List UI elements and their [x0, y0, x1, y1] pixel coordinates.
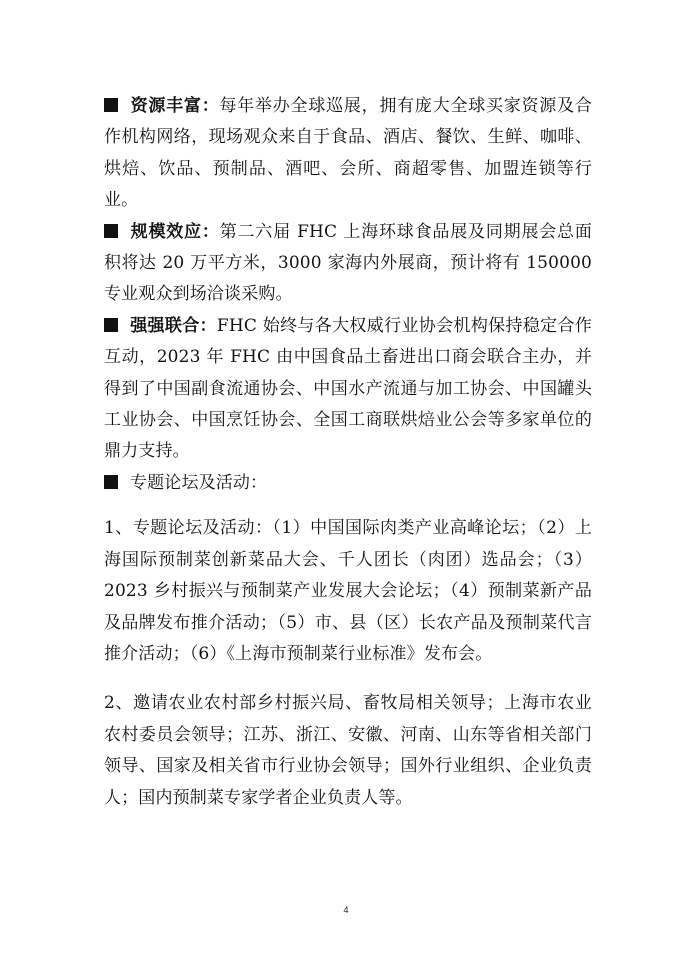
list-item: 2、邀请农业农村部乡村振兴局、畜牧局相关领导；上海市农业农村委员会领导；江苏、浙江、安徽、河南、山东等省相关部门领导、国家及相关省市行业协会领导；国外行业组织、企业负责人；国内预制菜专家学者企业负责人等。 [104, 693, 592, 808]
section-label: 规模效应： [130, 221, 220, 242]
section-forums-heading [104, 468, 592, 499]
section-alliance [104, 311, 592, 468]
section-text: FHC 始终与各大权威行业协会机构保持稳定合作互动，2023 年 FHC 由中国食品土畜进出口商会联合主办，并得到了中国副食流通协会、中国水产流通与加工协会、中国罐头工业协会、中国烹饪协会、全国工商联烘焙业公会等多家单位的鼎力支持。 [104, 315, 593, 462]
spacer [104, 670, 592, 688]
spacer [104, 499, 592, 513]
square-bullet-icon [104, 475, 118, 489]
square-bullet-icon [104, 318, 118, 332]
section-scale [104, 217, 592, 311]
section-text: 第二六届 FHC 上海环球食品展及同期展会总面积将达 20 万平方米，3000 家海内外展商，预计将有 150000 专业观众到场洽谈采购。 [104, 221, 593, 305]
section-label: 资源丰富： [130, 96, 220, 116]
list-item: 1、专题论坛及活动：（1）中国国际肉类产业高峰论坛；（2）上海国际预制菜创新菜品大会、千人团长（肉团）选品会；（3）2023 乡村振兴与预制菜产业发展大会论坛；（4）预制菜新产品及品牌发布推介活动；（5）市、县（区）长农产品及预制菜代言推介活动；（6）《上海市预制菜行业标准》发布会。 [104, 518, 592, 664]
section-label: 强强联合： [130, 315, 217, 336]
section-label: 专题论坛及活动： [130, 472, 268, 493]
page-content [104, 91, 592, 814]
section-resources [104, 91, 592, 217]
page-number: 4 [343, 905, 349, 915]
square-bullet-icon [104, 98, 118, 112]
section-text: 每年举办全球巡展，拥有庞大全球买家资源及合作机构网络，现场观众来自于食品、酒店、餐饮、生鲜、咖啡、烘焙、饮品、预制品、酒吧、会所、商超零售、加盟连锁等行业。 [104, 96, 592, 211]
square-bullet-icon [104, 224, 118, 238]
